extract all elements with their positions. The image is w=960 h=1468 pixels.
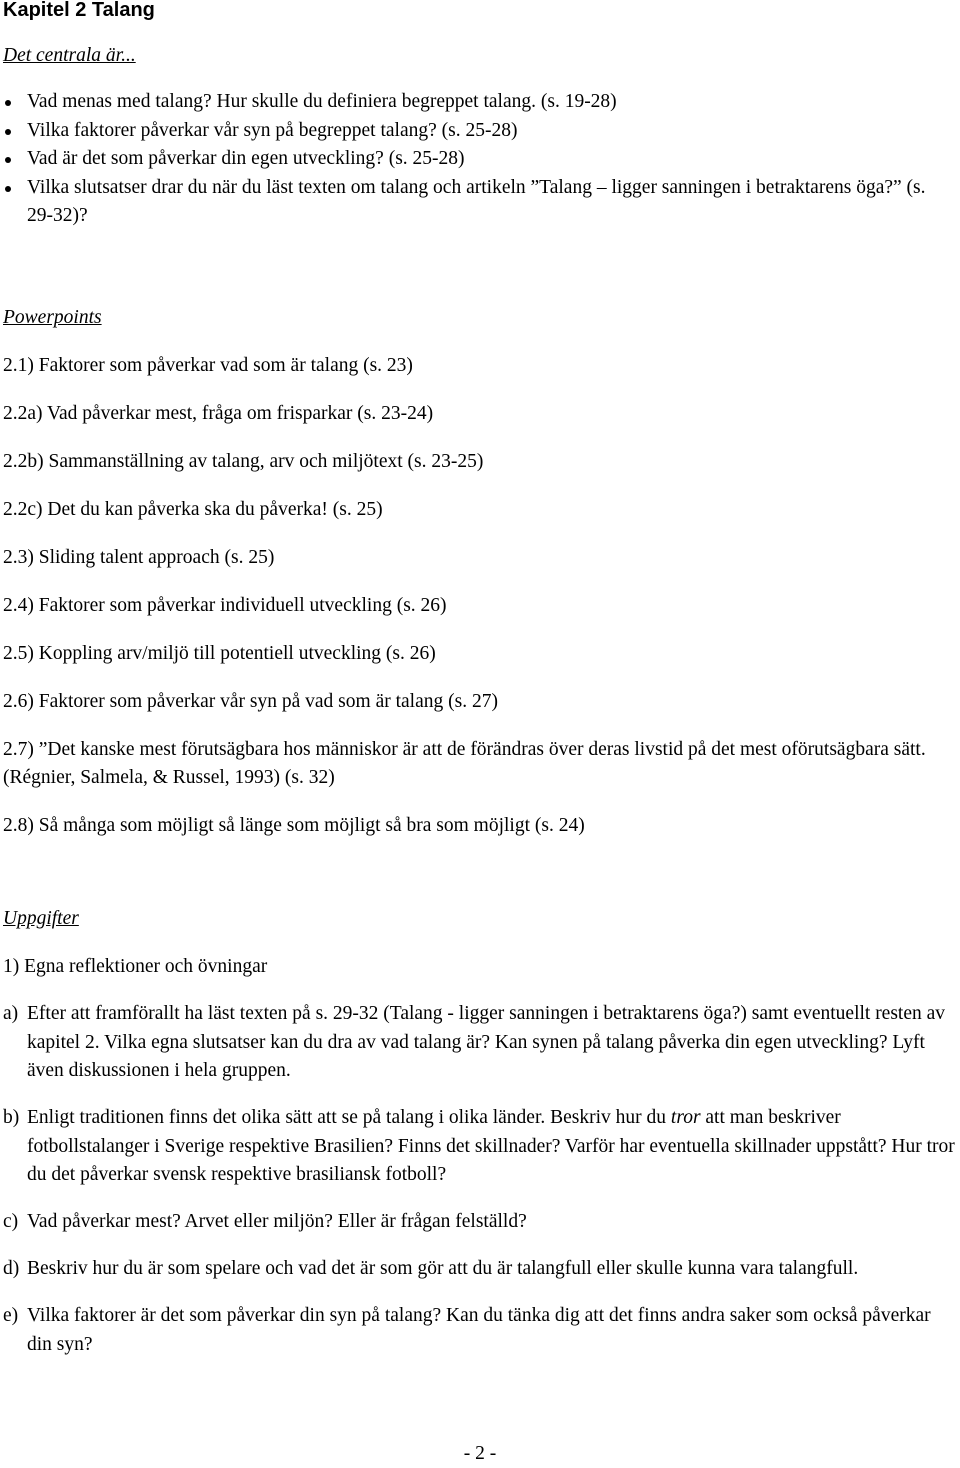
task-item	[3, 1208, 958, 1237]
tasks-list	[3, 1000, 958, 1378]
bullet-item: Vad är det som påverkar din egen utveckling? (s. 25-28)	[0, 145, 950, 174]
bullet-item: Vilka slutsatser drar du när du läst texten om talang och artikeln ”Talang – ligger sanningen i betraktarens öga?” (s. 29-32)?	[0, 174, 950, 231]
task-marker: e)	[3, 1305, 19, 1326]
task-marker: d)	[3, 1258, 20, 1279]
tasks-intro: 1) Egna reflektioner och övningar	[3, 956, 268, 977]
bullet-item: Vilka faktorer påverkar vår syn på begreppet talang? (s. 25-28)	[0, 117, 950, 146]
task-text: Vilka faktorer är det som påverkar din syn på talang? Kan du tänka dig att det finns andra saker som också påverkar din syn?	[27, 1305, 931, 1355]
task-item	[3, 1000, 958, 1086]
task-text: Efter att framförallt ha läst texten på s. 29-32 (Talang - ligger sanningen i betraktarens öga?) samt eventuellt resten av kapitel 2. Vilka egna slutsatser kan du dra av vad talang är? Kan synen på talang påverka din egen utveckling? Lyft även diskussionen i hela gruppen.	[27, 1003, 946, 1081]
powerpoint-item: 2.2b) Sammanställning av talang, arv och miljötext (s. 23-25)	[3, 451, 484, 472]
task-text: Beskriv hur du är som spelare och vad det är som gör att du är talangfull eller skulle kunna vara talangfull.	[27, 1258, 859, 1279]
powerpoint-item: 2.2c) Det du kan påverka ska du påverka! (s. 25)	[3, 499, 383, 520]
task-text-part: Enligt traditionen finns det olika sätt att se på talang i olika länder. Beskriv hur du	[27, 1107, 671, 1128]
central-bullet-list	[0, 88, 950, 231]
task-text	[27, 1104, 958, 1190]
powerpoint-item: 2.6) Faktorer som påverkar vår syn på vad som är talang (s. 27)	[3, 691, 498, 712]
task-marker: b)	[3, 1107, 20, 1128]
chapter-title: Kapitel 2 Talang	[3, 0, 155, 21]
powerpoint-item: 2.5) Koppling arv/miljö till potentiell utveckling (s. 26)	[3, 643, 436, 664]
task-emphasis: tror	[670, 1107, 701, 1128]
powerpoint-item: 2.2a) Vad påverkar mest, fråga om frisparkar (s. 23-24)	[3, 403, 434, 424]
page-number: - 2 -	[463, 1443, 497, 1464]
powerpoints-list	[3, 352, 958, 860]
task-marker: a)	[3, 1003, 19, 1024]
task-marker: c)	[3, 1211, 19, 1232]
powerpoint-item: 2.3) Sliding talent approach (s. 25)	[3, 547, 275, 568]
task-item	[3, 1255, 958, 1284]
bullet-item: Vad menas med talang? Hur skulle du definiera begreppet talang. (s. 19-28)	[0, 88, 950, 117]
central-heading: Det centrala är...	[3, 45, 136, 66]
powerpoints-heading: Powerpoints	[3, 307, 102, 328]
powerpoint-item: 2.1) Faktorer som påverkar vad som är talang (s. 23)	[3, 355, 413, 376]
task-item	[3, 1104, 958, 1190]
powerpoint-item: 2.8) Så många som möjligt så länge som möjligt så bra som möjligt (s. 24)	[3, 815, 585, 836]
powerpoint-item: 2.7) ”Det kanske mest förutsägbara hos människor är att de förändras över deras livstid på det mest oförutsägbara sätt. (Régnier, Salmela, & Russel, 1993) (s. 32)	[3, 739, 926, 788]
task-text-part: att man beskriver fotbollstalanger i Sverige respektive Brasilien? Finns det skillnader? Varför har eventuella skillnader uppstått? Hur tror du det påverkar svensk respektive brasiliansk fotboll?	[27, 1107, 955, 1185]
task-item	[3, 1302, 958, 1359]
powerpoint-item: 2.4) Faktorer som påverkar individuell utveckling (s. 26)	[3, 595, 447, 616]
task-text: Vad påverkar mest? Arvet eller miljön? Eller är frågan felställd?	[27, 1211, 527, 1232]
tasks-heading: Uppgifter	[3, 908, 79, 929]
